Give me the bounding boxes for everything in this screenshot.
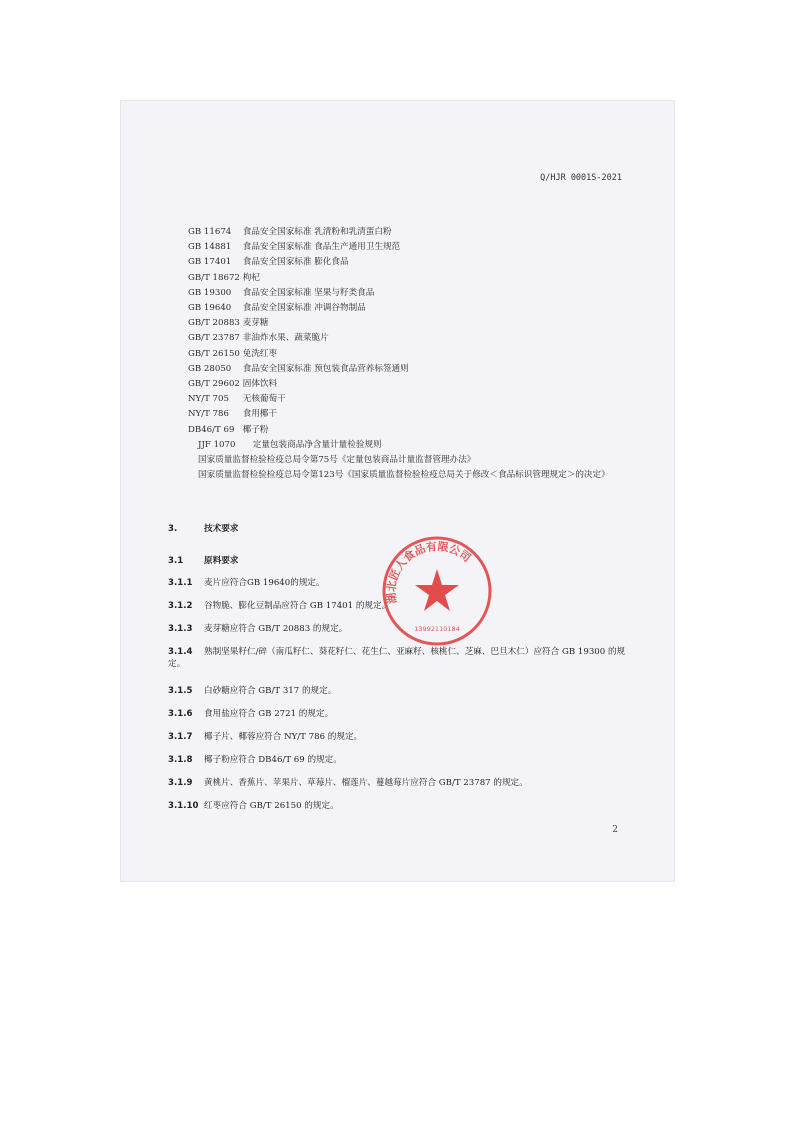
reference-title: 食用椰干 (242, 409, 278, 420)
page-number: 2 (612, 825, 618, 835)
document-page (120, 100, 675, 882)
clause-item (168, 799, 638, 813)
reference-code: GB/T 18672 (188, 272, 240, 283)
clause-item (168, 684, 638, 698)
clause-text: 麦片应符合GB 19640的规定。 (204, 578, 325, 588)
clause-number: 3.1.3 (168, 624, 193, 634)
clause-number: 3.1.10 (168, 801, 199, 811)
reference-item (188, 316, 638, 331)
clause-text: 食用盐应符合 GB 2721 的规定。 (204, 709, 334, 719)
clause-number: 3.1.8 (168, 755, 193, 765)
subsection-title: 原料要求 (204, 556, 239, 566)
company-seal (379, 533, 495, 649)
regulation-item: 国家质量监督检验检疫总局令第75号《定量包装商品计量监督管理办法》 (198, 455, 476, 466)
clause-number: 3.1.2 (168, 601, 193, 611)
clause-number: 3.1.1 (168, 578, 193, 588)
section-number: 3. (168, 524, 178, 534)
reference-code: GB 28050 (188, 363, 232, 374)
clause-item (168, 707, 638, 721)
reference-item (188, 331, 638, 346)
seal-ring-text: 湖北匠人食品有限公司 (384, 539, 474, 605)
reference-item (188, 225, 638, 240)
clause-number: 3.1.7 (168, 732, 193, 742)
reference-item (188, 423, 638, 438)
clause-number: 3.1.5 (168, 686, 193, 696)
normative-references (188, 225, 638, 483)
reference-title: 非油炸水果、蔬菜脆片 (242, 333, 329, 344)
clause-item (168, 776, 638, 790)
reference-title: 食品安全国家标准 食品生产通用卫生规范 (242, 242, 401, 253)
reference-item (188, 392, 638, 407)
reference-item (188, 407, 638, 422)
reference-title: 食品安全国家标准 冲调谷物制品 (242, 303, 366, 314)
clause-item (168, 730, 638, 744)
reference-code: JJF 1070 (198, 439, 236, 450)
reference-code: GB/T 23787 (188, 333, 240, 344)
reference-item (188, 255, 638, 270)
reference-title: 枸杞 (242, 272, 260, 283)
clause-number: 3.1.4 (168, 647, 193, 657)
reference-code: GB 11674 (188, 227, 232, 237)
seal-star-icon (415, 569, 459, 611)
clause-text: 白砂糖应符合 GB/T 317 的规定。 (204, 686, 337, 696)
reference-title: 食品安全国家标准 膨化食品 (242, 257, 349, 268)
reference-item (188, 286, 638, 301)
clause-text: 谷物脆、膨化豆制品应符合 GB 17401 的规定。 (204, 601, 391, 611)
reference-title: 食品安全国家标准 坚果与籽类食品 (242, 287, 375, 298)
reference-item (188, 377, 638, 392)
clause-number: 3.1.9 (168, 778, 193, 788)
reference-item (188, 301, 638, 316)
reference-title: 椰子粉 (242, 424, 269, 435)
reference-code: GB/T 26150 (188, 348, 240, 359)
reference-title: 麦芽糖 (242, 318, 269, 329)
reference-title: 免洗红枣 (242, 348, 278, 359)
clause-text: 黄桃片、香蕉片、苹果片、草莓片、榴莲片、蔓越莓片应符合 GB/T 23787 的规定。 (204, 778, 528, 788)
reference-item (188, 438, 638, 453)
reference-title: 食品安全国家标准 乳清粉和乳清蛋白粉 (242, 227, 392, 237)
reference-code: NY/T 705 (188, 394, 229, 405)
reference-item (188, 240, 638, 255)
regulation-item: 国家质量监督检验检疫总局令第123号《国家质量监督检验检疫总局关于修改＜食品标识管理规定＞的决定》 (198, 470, 610, 481)
clause-text: 麦芽糖应符合 GB/T 20883 的规定。 (204, 624, 348, 634)
clause-text: 熟制坚果籽仁/碎（南瓜籽仁、葵花籽仁、花生仁、亚麻籽、核桃仁、芝麻、巴旦木仁）应符合 GB 19300 的规定。 (168, 647, 626, 669)
reference-code: NY/T 786 (188, 409, 229, 420)
document-code: Q/HJR 0001S-2021 (540, 173, 622, 183)
seal-serial: 13992110184 (414, 625, 460, 633)
clause-item (168, 753, 638, 767)
reference-code: GB 14881 (188, 242, 232, 253)
section-title: 技术要求 (204, 524, 239, 534)
reference-code: GB/T 29602 (188, 379, 240, 390)
reference-title: 食品安全国家标准 预包装食品营养标签通则 (242, 363, 409, 374)
clause-number: 3.1.6 (168, 709, 193, 719)
reference-item (188, 347, 638, 362)
clause-text: 椰子粉应符合 DB46/T 69 的规定。 (204, 755, 342, 765)
reference-title: 固体饮料 (242, 379, 278, 390)
subsection-number: 3.1 (168, 556, 184, 566)
reference-item (188, 271, 638, 286)
reference-title: 无核葡萄干 (242, 394, 286, 405)
reference-code: GB 17401 (188, 257, 232, 268)
reference-title: 定量包装商品净含量计量检验规则 (252, 439, 382, 450)
reference-code: DB46/T 69 (188, 424, 235, 435)
reference-code: GB/T 20883 (188, 318, 240, 329)
clause-text: 椰子片、椰蓉应符合 NY/T 786 的规定。 (204, 732, 363, 742)
reference-item (188, 362, 638, 377)
reference-code: GB 19300 (188, 287, 232, 298)
reference-code: GB 19640 (188, 303, 232, 314)
clause-text: 红枣应符合 GB/T 26150 的规定。 (204, 801, 339, 811)
